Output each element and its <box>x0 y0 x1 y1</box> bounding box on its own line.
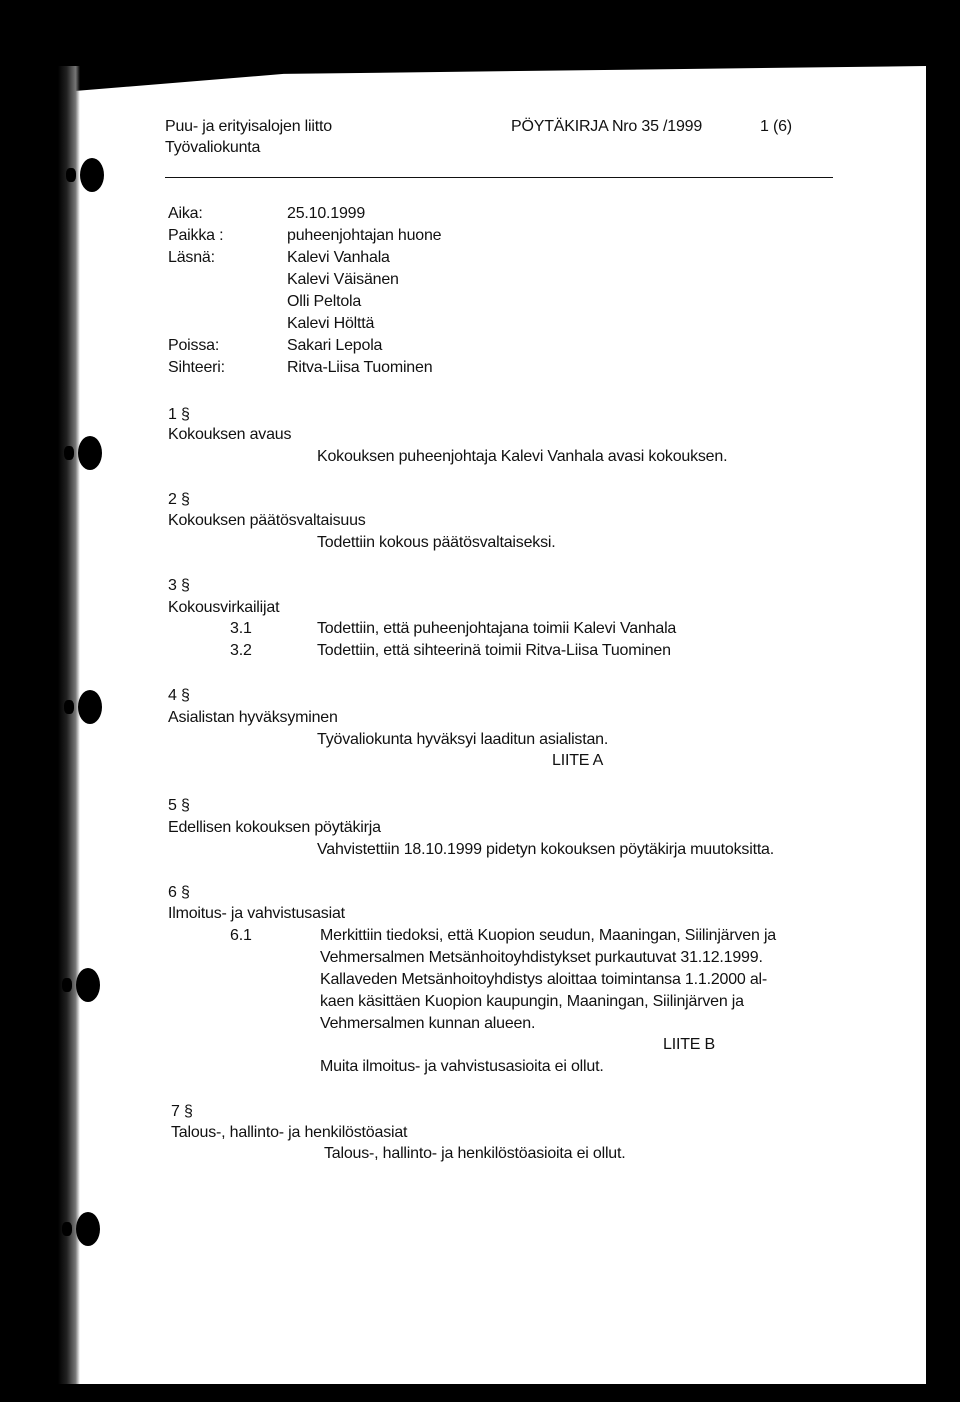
absent-label: Poissa: <box>168 337 220 354</box>
section-text: Talous-, hallinto- ja henkilöstöasioita ei ollut. <box>324 1145 626 1162</box>
section-text: Todettiin kokous päätösvaltaiseksi. <box>317 534 556 551</box>
present-member: Kalevi Vanhala <box>287 249 390 266</box>
present-member: Kalevi Hölttä <box>287 315 375 332</box>
attachment-ref: LIITE A <box>552 752 604 769</box>
place-label: Paikka : <box>168 227 224 244</box>
section-number: 2 § <box>168 491 190 508</box>
present-member: Kalevi Väisänen <box>287 271 399 288</box>
document-title: PÖYTÄKIRJA Nro 35 /1999 <box>511 118 703 135</box>
section-number: 4 § <box>168 687 190 704</box>
absent-value: Sakari Lepola <box>287 337 383 354</box>
section-text: Työvaliokunta hyväksyi laaditun asialistan. <box>317 731 609 748</box>
committee-name: Työvaliokunta <box>165 139 261 156</box>
present-member: Olli Peltola <box>287 293 362 310</box>
binding-shadow <box>58 66 80 1384</box>
punch-hole-icon <box>80 158 104 192</box>
item-text-line: Vehmersalmen Metsänhoitoyhdistykset purkautuvat 31.12.1999. <box>320 949 763 966</box>
section-title: Kokousvirkailijat <box>168 599 280 616</box>
punch-hole-icon <box>76 968 100 1002</box>
item-text-line: Merkittiin tiedoksi, että Kuopion seudun, Maaningan, Siilinjärven ja <box>320 927 777 944</box>
section-number: 1 § <box>168 406 190 423</box>
place-value: puheenjohtajan huone <box>287 227 442 244</box>
section-text: Kokouksen puheenjohtaja Kalevi Vanhala avasi kokouksen. <box>317 448 728 465</box>
section-title: Ilmoitus- ja vahvistusasiat <box>168 905 345 922</box>
section-title: Kokouksen avaus <box>168 426 292 443</box>
present-label: Läsnä: <box>168 249 215 266</box>
section-title: Talous-, hallinto- ja henkilöstöasiat <box>171 1124 408 1141</box>
section-title: Asialistan hyväksyminen <box>168 709 338 726</box>
time-value: 25.10.1999 <box>287 205 366 222</box>
punch-hole-icon <box>78 436 102 470</box>
item-text: Todettiin, että puheenjohtajana toimii Kalevi Vanhala <box>317 620 677 637</box>
attachment-ref: LIITE B <box>663 1036 715 1053</box>
item-text-line: Vehmersalmen kunnan alueen. <box>320 1015 536 1032</box>
section-title: Kokouksen päätösvaltaisuus <box>168 512 366 529</box>
section-title: Edellisen kokouksen pöytäkirja <box>168 819 381 836</box>
section-number: 7 § <box>171 1103 193 1120</box>
time-label: Aika: <box>168 205 203 222</box>
item-number: 6.1 <box>230 927 252 944</box>
secretary-value: Ritva-Liisa Tuominen <box>287 359 433 376</box>
punch-hole-icon <box>76 1212 100 1246</box>
item-text-line: kaen käsittäen Kuopion kaupungin, Maaningan, Siilinjärven ja <box>320 993 744 1010</box>
org-name: Puu- ja erityisalojen liitto <box>165 118 332 135</box>
header-divider <box>165 177 833 178</box>
section-number: 3 § <box>168 577 190 594</box>
item-text: Todettiin, että sihteerinä toimii Ritva-Liisa Tuominen <box>317 642 671 659</box>
secretary-label: Sihteeri: <box>168 359 225 376</box>
page-number: 1 (6) <box>760 118 792 135</box>
section-note: Muita ilmoitus- ja vahvistusasioita ei ollut. <box>320 1058 604 1075</box>
section-text: Vahvistettiin 18.10.1999 pidetyn kokouksen pöytäkirja muutoksitta. <box>317 841 775 858</box>
item-text-line: Kallaveden Metsänhoitoyhdistys aloittaa toimintansa 1.1.2000 al- <box>320 971 768 988</box>
punch-hole-icon <box>78 690 102 724</box>
item-number: 3.2 <box>230 642 252 659</box>
section-number: 6 § <box>168 884 190 901</box>
item-number: 3.1 <box>230 620 252 637</box>
section-number: 5 § <box>168 797 190 814</box>
